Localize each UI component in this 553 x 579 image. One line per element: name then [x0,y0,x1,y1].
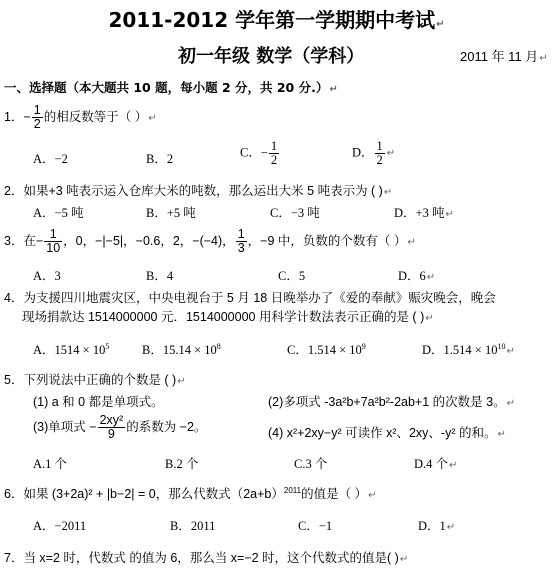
q5-option-d: D.4 个↵ [414,457,458,471]
q2-option-d: D．+3 吨↵ [394,206,454,220]
exam-subtitle: 初一年级 数学（学科） [178,46,365,67]
question-2: 2．如果+3 吨表示运入仓库大米的吨数，那么运出大米 5 吨表示为 ( )↵ [4,184,393,198]
q5-option-a: A.1 个 [33,457,68,471]
q3-option-c: C．5 [278,269,306,283]
q6-option-d: D．1↵ [418,519,456,533]
q5-statement-1: (1) a 和 0 都是单项式。 [33,395,164,409]
q4-option-b: B．$15.14 \times 10^8$ [142,341,221,357]
exam-date: 2011 年 11 月↵ [460,49,548,64]
q4-option-c: C．$1.514 \times 10^9$ [287,341,366,357]
question-5: 5．下列说法中正确的个数是 ( )↵ [4,373,186,387]
q2-option-c: C．−3 吨 [270,206,320,220]
q6-option-b: B．2011 [170,519,216,533]
q4-option-a: A．$1514 \times 10^5$ [33,341,110,357]
q5-statement-3: (3)单项式 − $\frac{\text{2xy²}}{9}$ 的系数为 −2。 [33,413,207,441]
question-3: 3．在− $\frac{1}{10}$ ，0，−|−5|，−0.6，2，−(−4)， $\frac{1}{3}$ ，−9 中，负数的个数有（ ）↵ [4,227,416,255]
q5-statement-2: (2)多项式 -3a²b+7a²b²-2ab+1 的次数是 3。↵ [268,395,515,409]
q2-option-b: B．+5 吨 [146,206,196,220]
question-7: 7．当 x=2 时，代数式 的值为 6，那么当 x=−2 时，这个代数式的值是( )↵ [4,551,409,565]
q6-option-c: C．−1 [298,519,333,533]
exam-title: 2011-2012 学年第一学期期中考试↵ [108,8,445,32]
q3-option-d: D．6↵ [398,269,436,283]
question-1: 1．− $\frac{1}{2}$ 的相反数等于（ ）↵ [4,103,157,131]
q1-option-a: A．−2 [33,152,68,166]
question-4-line-2: 现场捐款达 1514000000 元．1514000000 用科学计数法表示正确的是 ( )↵ [22,310,434,324]
q5-statement-4: (4) x²+2xy−y² 可读作 x²、2xy、-y² 的和。↵ [268,426,506,440]
section-heading: 一、选择题（本大题共 10 题，每小题 2 分，共 20 分.）↵ [4,80,338,95]
q1-option-c: C．− $\frac{1}{2}$ [240,139,278,167]
question-4-line-1: 4．为支援四川地震灾区，中央电视台于 5 月 18 日晚举办了《爱的奉献》赈灾晚会，晚会 [4,291,496,305]
q5-option-c: C.3 个 [294,457,328,471]
q2-option-a: A．−5 吨 [33,206,84,220]
q3-option-a: A．3 [33,269,61,283]
q6-option-a: A．−2011 [33,519,87,533]
question-6: 6．如果 (3+2a)² + |b−2| = 0，那么代数式$(2a+b)^{2011}$的值是（ ）↵ [4,485,377,501]
q4-option-d: D．$1.514 \times 10^{10}↵$ [422,341,515,357]
fraction: $\frac{1}{2}$ [33,103,41,131]
q5-option-b: B.2 个 [165,457,199,471]
q1-option-d: D． $\frac{1}{2}$ ↵ [352,139,396,167]
q1-option-b: B．2 [146,152,174,166]
q3-option-b: B．4 [146,269,174,283]
